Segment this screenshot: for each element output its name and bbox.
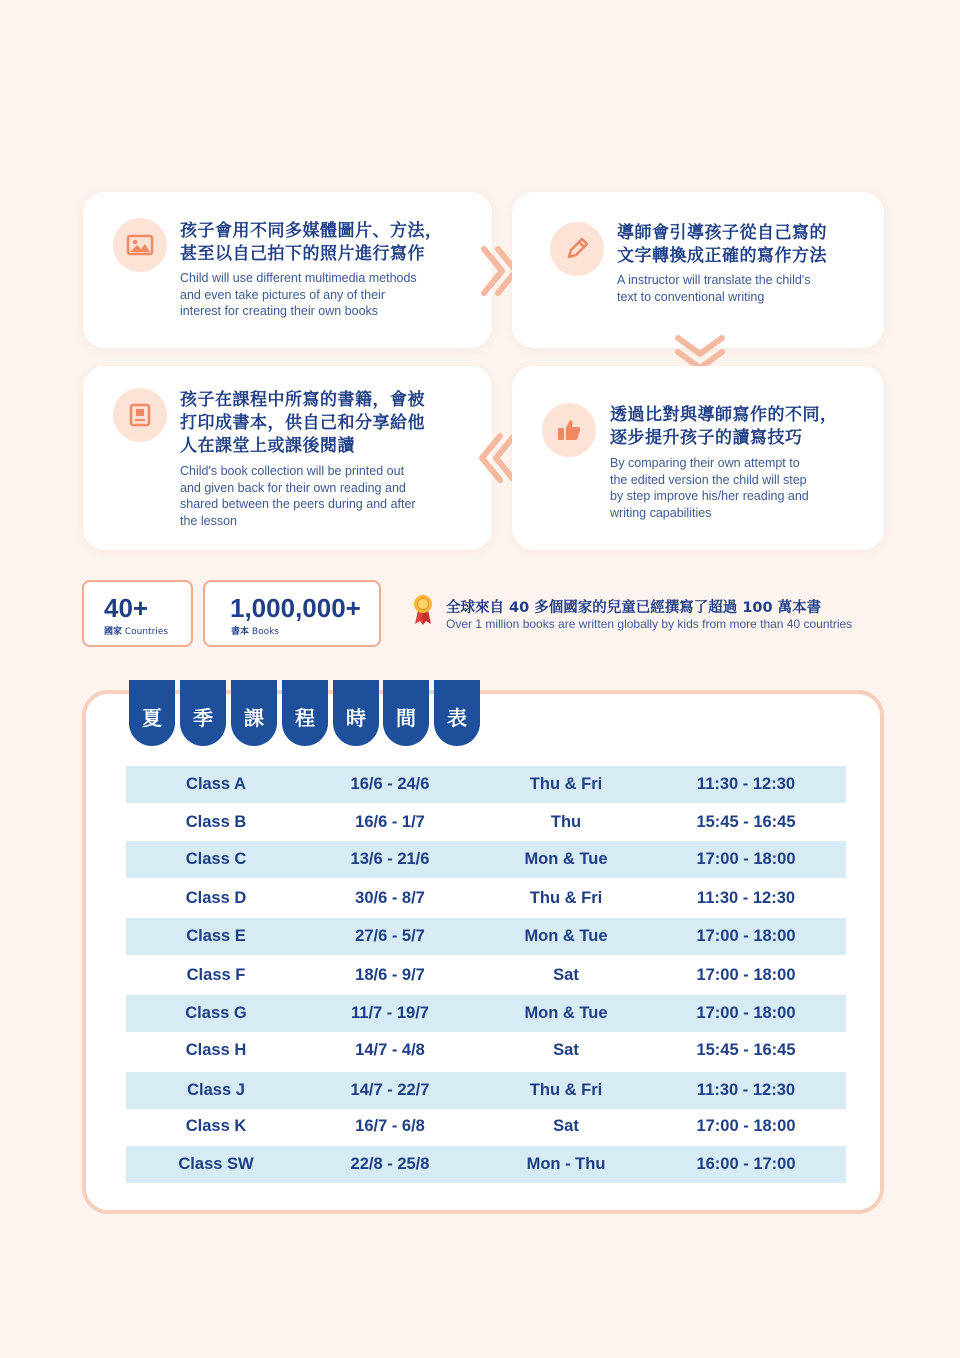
class-name: Class K <box>185 1117 247 1135</box>
class-days: Thu & Fri <box>529 889 603 907</box>
table-row <box>126 1072 846 1109</box>
table-row <box>126 957 846 994</box>
class-days: Sat <box>553 1117 579 1135</box>
class-dates: 27/6 - 5/7 <box>355 927 425 945</box>
title-char: 表 <box>434 680 480 746</box>
class-name: Class G <box>185 1004 247 1022</box>
class-days: Mon - Thu <box>526 1155 606 1173</box>
class-days: Thu & Fri <box>529 1081 603 1099</box>
class-name: Class E <box>186 927 246 945</box>
step-card-2 <box>512 192 884 348</box>
title-char: 夏 <box>129 680 175 746</box>
class-time: 17:00 - 18:00 <box>696 1004 796 1022</box>
table-row <box>126 1032 846 1069</box>
class-dates: 11/7 - 19/7 <box>351 1004 429 1022</box>
class-days: Sat <box>553 1041 579 1059</box>
table-row <box>126 804 846 841</box>
class-dates: 18/6 - 9/7 <box>355 966 425 984</box>
class-days: Mon & Tue <box>524 927 608 945</box>
table-row <box>126 1108 846 1145</box>
class-dates: 14/7 - 22/7 <box>350 1081 430 1099</box>
table-row <box>126 995 846 1032</box>
title-char: 程 <box>282 680 328 746</box>
award-medal-icon <box>412 594 434 626</box>
stats-headline-en: Over 1 million books are written globally by kids from more than 40 countries <box>446 617 853 631</box>
countries-number: 40+ <box>104 593 149 623</box>
table-row <box>126 880 846 917</box>
title-char: 季 <box>180 680 226 746</box>
step-card-1 <box>83 192 492 348</box>
countries-stat <box>82 580 193 647</box>
class-dates: 16/6 - 1/7 <box>355 813 425 831</box>
class-dates: 13/6 - 21/6 <box>350 850 430 868</box>
class-time: 17:00 - 18:00 <box>696 966 796 984</box>
card-title-zh: 孩子會用不同多媒體圖片、方法， 甚至以自己拍下的照片進行寫作 <box>180 221 443 264</box>
title-char: 時 <box>333 680 379 746</box>
class-dates: 22/8 - 25/8 <box>350 1155 430 1173</box>
class-name: Class J <box>187 1081 245 1099</box>
class-dates: 16/6 - 24/6 <box>350 775 430 793</box>
class-time: 17:00 - 18:00 <box>696 1117 796 1135</box>
class-name: Class H <box>185 1041 247 1059</box>
card-title-zh: 孩子在課程中所寫的書籍，會被 打印成書本，供自己和分享給他 人在課堂上或課後閱讀 <box>180 390 425 456</box>
table-row <box>126 766 846 803</box>
class-time: 11:30 - 12:30 <box>696 889 796 907</box>
pencil-icon <box>550 222 604 276</box>
countries-label: 國家 Countries <box>104 627 169 637</box>
class-dates: 16/7 - 6/8 <box>355 1117 425 1135</box>
card-desc-en: By comparing their own attempt to the edited version the child will step by step improve his/her reading and writing capabilities <box>610 456 809 520</box>
thumbs-up-icon <box>542 403 596 457</box>
class-dates: 14/7 - 4/8 <box>355 1041 425 1059</box>
class-time: 11:30 - 12:30 <box>696 1081 796 1099</box>
step-card-3 <box>83 366 492 550</box>
step-card-4 <box>512 366 884 550</box>
class-name: Class SW <box>178 1155 254 1173</box>
class-dates: 30/6 - 8/7 <box>355 889 425 907</box>
class-days: Thu <box>550 813 582 831</box>
table-row <box>126 918 846 955</box>
class-time: 11:30 - 12:30 <box>696 775 796 793</box>
card-title-zh: 導師會引導孩子從自己寫的 文字轉換成正確的寫作方法 <box>617 223 827 266</box>
stats-headline-zh: 全球來自 40 多個國家的兒童已經撰寫了超過 100 萬本書 <box>446 600 822 616</box>
card-desc-en: A instructor will translate the child's text to conventional writing <box>617 273 811 304</box>
class-time: 17:00 - 18:00 <box>696 850 796 868</box>
class-name: Class F <box>186 966 246 984</box>
card-desc-en: Child will use different multimedia methods and even take pictures of any of their interest for creating their own books <box>180 271 417 318</box>
title-char: 課 <box>231 680 277 746</box>
card-desc-en: Child's book collection will be printed out and given back for their own reading and shared between the peers during and after the lesson <box>180 464 416 528</box>
class-days: Mon & Tue <box>524 1004 608 1022</box>
table-row <box>126 841 846 878</box>
books-stat <box>203 580 381 647</box>
class-time: 17:00 - 18:00 <box>696 927 796 945</box>
title-char: 間 <box>383 680 429 746</box>
class-name: Class D <box>185 889 247 907</box>
card-title-zh: 透過比對與導師寫作的不同， 逐步提升孩子的讀寫技巧 <box>610 405 838 448</box>
class-time: 15:45 - 16:45 <box>696 1041 796 1059</box>
class-name: Class A <box>186 775 246 793</box>
image-icon <box>113 218 167 272</box>
class-time: 16:00 - 17:00 <box>696 1155 796 1173</box>
class-name: Class B <box>185 813 247 831</box>
class-days: Sat <box>553 966 579 984</box>
books-number: 1,000,000+ <box>230 593 361 623</box>
class-name: Class C <box>185 850 247 868</box>
book-icon <box>113 388 167 442</box>
table-row <box>126 1146 846 1183</box>
class-days: Mon & Tue <box>524 850 608 868</box>
books-label: 書本 Books <box>231 627 279 637</box>
class-days: Thu & Fri <box>529 775 603 793</box>
class-time: 15:45 - 16:45 <box>696 813 796 831</box>
